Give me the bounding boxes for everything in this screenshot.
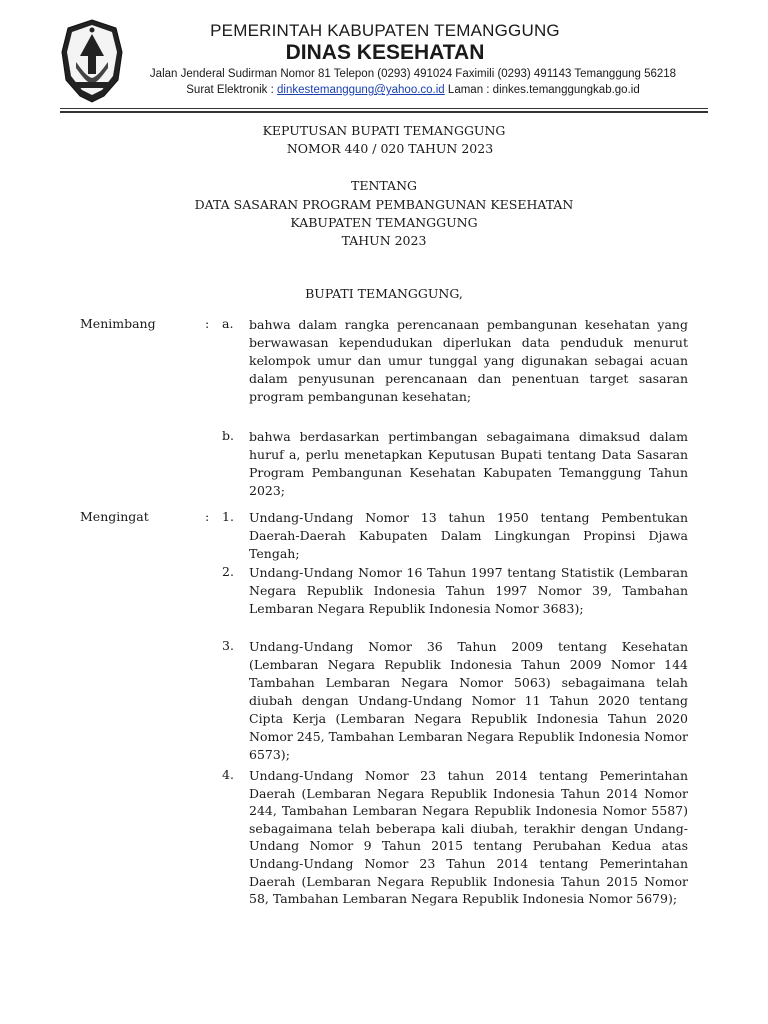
mengingat-item-3: Undang-Undang Nomor 36 Tahun 2009 tentang Kesehatan (Lembaran Negara Republik Indonesia Tahun 2009 Nomor 144 Tambahan Lembaran Negara Nomor 5063) sebagaimana telah diubah dengan Undang-Undang Nomor 11 Tahun 2020 tentang Cipta Kerja (Lembaran Negara Republik Indonesia Tahun 2020 Nomor 245, Tambahan Lembaran Negara Republik Indonesia Nomor 6573); <box>249 639 688 762</box>
letterhead-contact <box>118 84 708 96</box>
subject-line-3: TAHUN 2023 <box>341 233 427 248</box>
website-text: Laman : dinkes.temanggungkab.go.id <box>447 84 640 96</box>
letterhead <box>0 0 768 112</box>
list-marker: a. <box>222 316 234 331</box>
list-marker: 3. <box>222 638 234 653</box>
about-heading: TENTANG <box>350 178 417 193</box>
letterhead-rule-thick <box>60 108 708 109</box>
regency-coat-of-arms-icon <box>58 18 126 104</box>
letterhead-office: DINAS KESEHATAN <box>285 41 485 64</box>
email-label: Surat Elektronik : <box>186 84 274 96</box>
mengingat-item-2: Undang-Undang Nomor 16 Tahun 1997 tentang Statistik (Lembaran Negara Republik Indonesia Tahun 1997 Nomor 39, Tambahan Lembaran Negara Republik Indonesia Nomor 3683); <box>249 565 688 616</box>
email-link[interactable]: dinkestemanggung@yahoo.co.id <box>277 84 445 96</box>
subject-line-2: KABUPATEN TEMANGGUNG <box>290 215 478 230</box>
subject-line-1: DATA SASARAN PROGRAM PEMBANGUNAN KESEHATAN <box>194 197 574 212</box>
list-marker: 2. <box>222 564 234 579</box>
list-marker: 4. <box>222 767 234 782</box>
decree-title: KEPUTUSAN BUPATI TEMANGGUNG <box>262 123 506 138</box>
list-marker: 1. <box>222 509 234 524</box>
issuer-heading: BUPATI TEMANGGUNG, <box>305 286 463 301</box>
mengingat-item-1: Undang-Undang Nomor 13 tahun 1950 tentang Pembentukan Daerah-Daerah Kabupaten Dalam Lingkungan Propinsi Djawa Tengah; <box>249 510 688 561</box>
letterhead-address: Jalan Jenderal Sudirman Nomor 81 Telepon (0293) 491024 Faximili (0293) 491143 Temanggung 56218 <box>149 68 677 80</box>
mengingat-label: Mengingat <box>80 509 149 524</box>
mengingat-colon: : <box>205 509 210 524</box>
decree-number: NOMOR 440 / 020 TAHUN 2023 <box>286 141 494 156</box>
letterhead-rule-thin <box>60 111 708 113</box>
menimbang-item-a: bahwa dalam rangka perencanaan pembangunan kesehatan yang berwawasan kependudukan diperlukan data penduduk menurut kelompok umur dan umur tunggal yang digunakan sebagai acuan dalam penyusunan perencanaan dan penentuan target sasaran program pembangunan kesehatan; <box>249 317 688 404</box>
letterhead-government: PEMERINTAH KABUPATEN TEMANGGUNG <box>210 21 560 40</box>
list-marker: b. <box>222 428 234 443</box>
menimbang-colon: : <box>205 316 210 331</box>
menimbang-label: Menimbang <box>80 316 156 331</box>
mengingat-item-4: Undang-Undang Nomor 23 tahun 2014 tentang Pemerintahan Daerah (Lembaran Negara Republik Indonesia Tahun 2014 Nomor 244, Tambahan Lembaran Negara Republik Indonesia Nomor 5587) sebagaimana telah beberapa kali diubah, terakhir dengan Undang-Undang Nomor 9 Tahun 2015 tentang Perubahan Kedua atas Undang-Undang Nomor 23 Tahun 2014 tentang Pemerintahan Daerah (Lembaran Negara Republik Indonesia Tahun 2015 Nomor 58, Tambahan Lembaran Negara Republik Indonesia Nomor 5679); <box>249 768 688 907</box>
menimbang-item-b: bahwa berdasarkan pertimbangan sebagaimana dimaksud dalam huruf a, perlu menetapkan Keputusan Bupati tentang Data Sasaran Program Pembangunan Kesehatan Kabupaten Temanggung Tahun 2023; <box>249 429 688 498</box>
